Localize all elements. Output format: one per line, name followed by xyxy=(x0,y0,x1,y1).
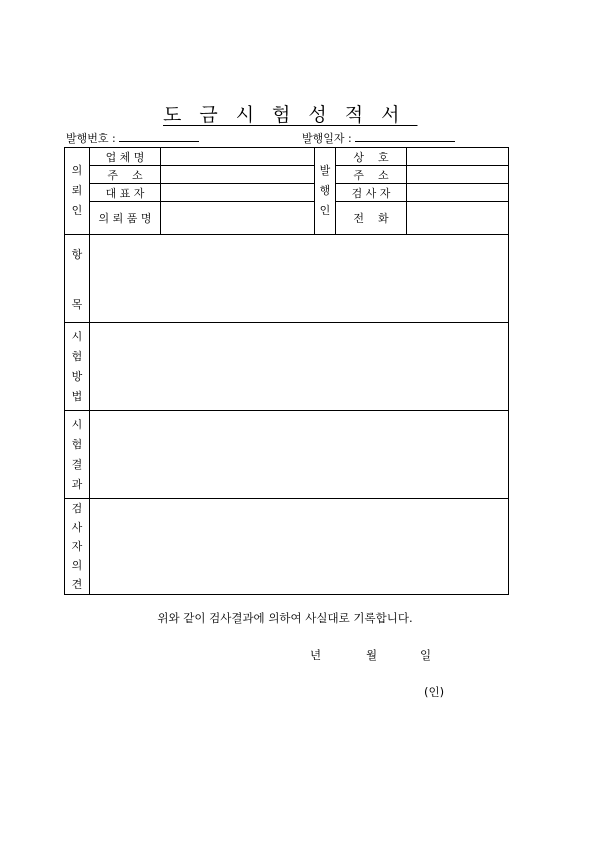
product-name-field[interactable] xyxy=(161,202,315,235)
issue-number-row xyxy=(66,130,199,146)
issue-date-field[interactable] xyxy=(355,130,455,142)
result-field[interactable] xyxy=(90,411,509,499)
client-header: 의 뢰 인 xyxy=(65,148,90,235)
section-header-items: 항 목 xyxy=(65,235,90,323)
date-year-label: 년 xyxy=(310,648,322,662)
seal-mark: (인) xyxy=(424,685,445,699)
product-name-label: 의 뢰 품 명 xyxy=(90,202,161,235)
issue-date-label: 발행일자 : xyxy=(302,132,352,145)
inspector-label: 검 사 자 xyxy=(336,184,407,202)
trade-name-field[interactable] xyxy=(407,148,509,166)
issuer-header: 발 행 인 xyxy=(315,148,336,235)
document-title: 도금시험성적서 xyxy=(163,104,418,126)
items-field[interactable] xyxy=(90,235,509,323)
inspector-field[interactable] xyxy=(407,184,509,202)
method-field[interactable] xyxy=(90,323,509,411)
issue-number-field[interactable] xyxy=(119,130,199,142)
test-report-form xyxy=(64,147,509,595)
date-month-label: 월 xyxy=(366,648,378,662)
trade-name-label: 상 호 xyxy=(336,148,407,166)
section-header-method: 시 험 방 법 xyxy=(65,323,90,411)
issue-number-label: 발행번호 : xyxy=(66,132,116,145)
issue-date-row xyxy=(302,130,455,146)
section-header-opinion: 검 사 자 의 견 xyxy=(65,499,90,595)
date-day-label: 일 xyxy=(420,648,432,662)
client-address-label: 주 소 xyxy=(90,166,161,184)
certification-statement: 위와 같이 검사결과에 의하여 사실대로 기록합니다. xyxy=(157,611,413,625)
issuer-address-label: 주 소 xyxy=(336,166,407,184)
company-name-field[interactable] xyxy=(161,148,315,166)
representative-label: 대 표 자 xyxy=(90,184,161,202)
company-name-label: 업 체 명 xyxy=(90,148,161,166)
opinion-field[interactable] xyxy=(90,499,509,595)
issuer-address-field[interactable] xyxy=(407,166,509,184)
section-header-result: 시 험 결 과 xyxy=(65,411,90,499)
representative-field[interactable] xyxy=(161,184,315,202)
client-address-field[interactable] xyxy=(161,166,315,184)
phone-field[interactable] xyxy=(407,202,509,235)
phone-label: 전 화 xyxy=(336,202,407,235)
